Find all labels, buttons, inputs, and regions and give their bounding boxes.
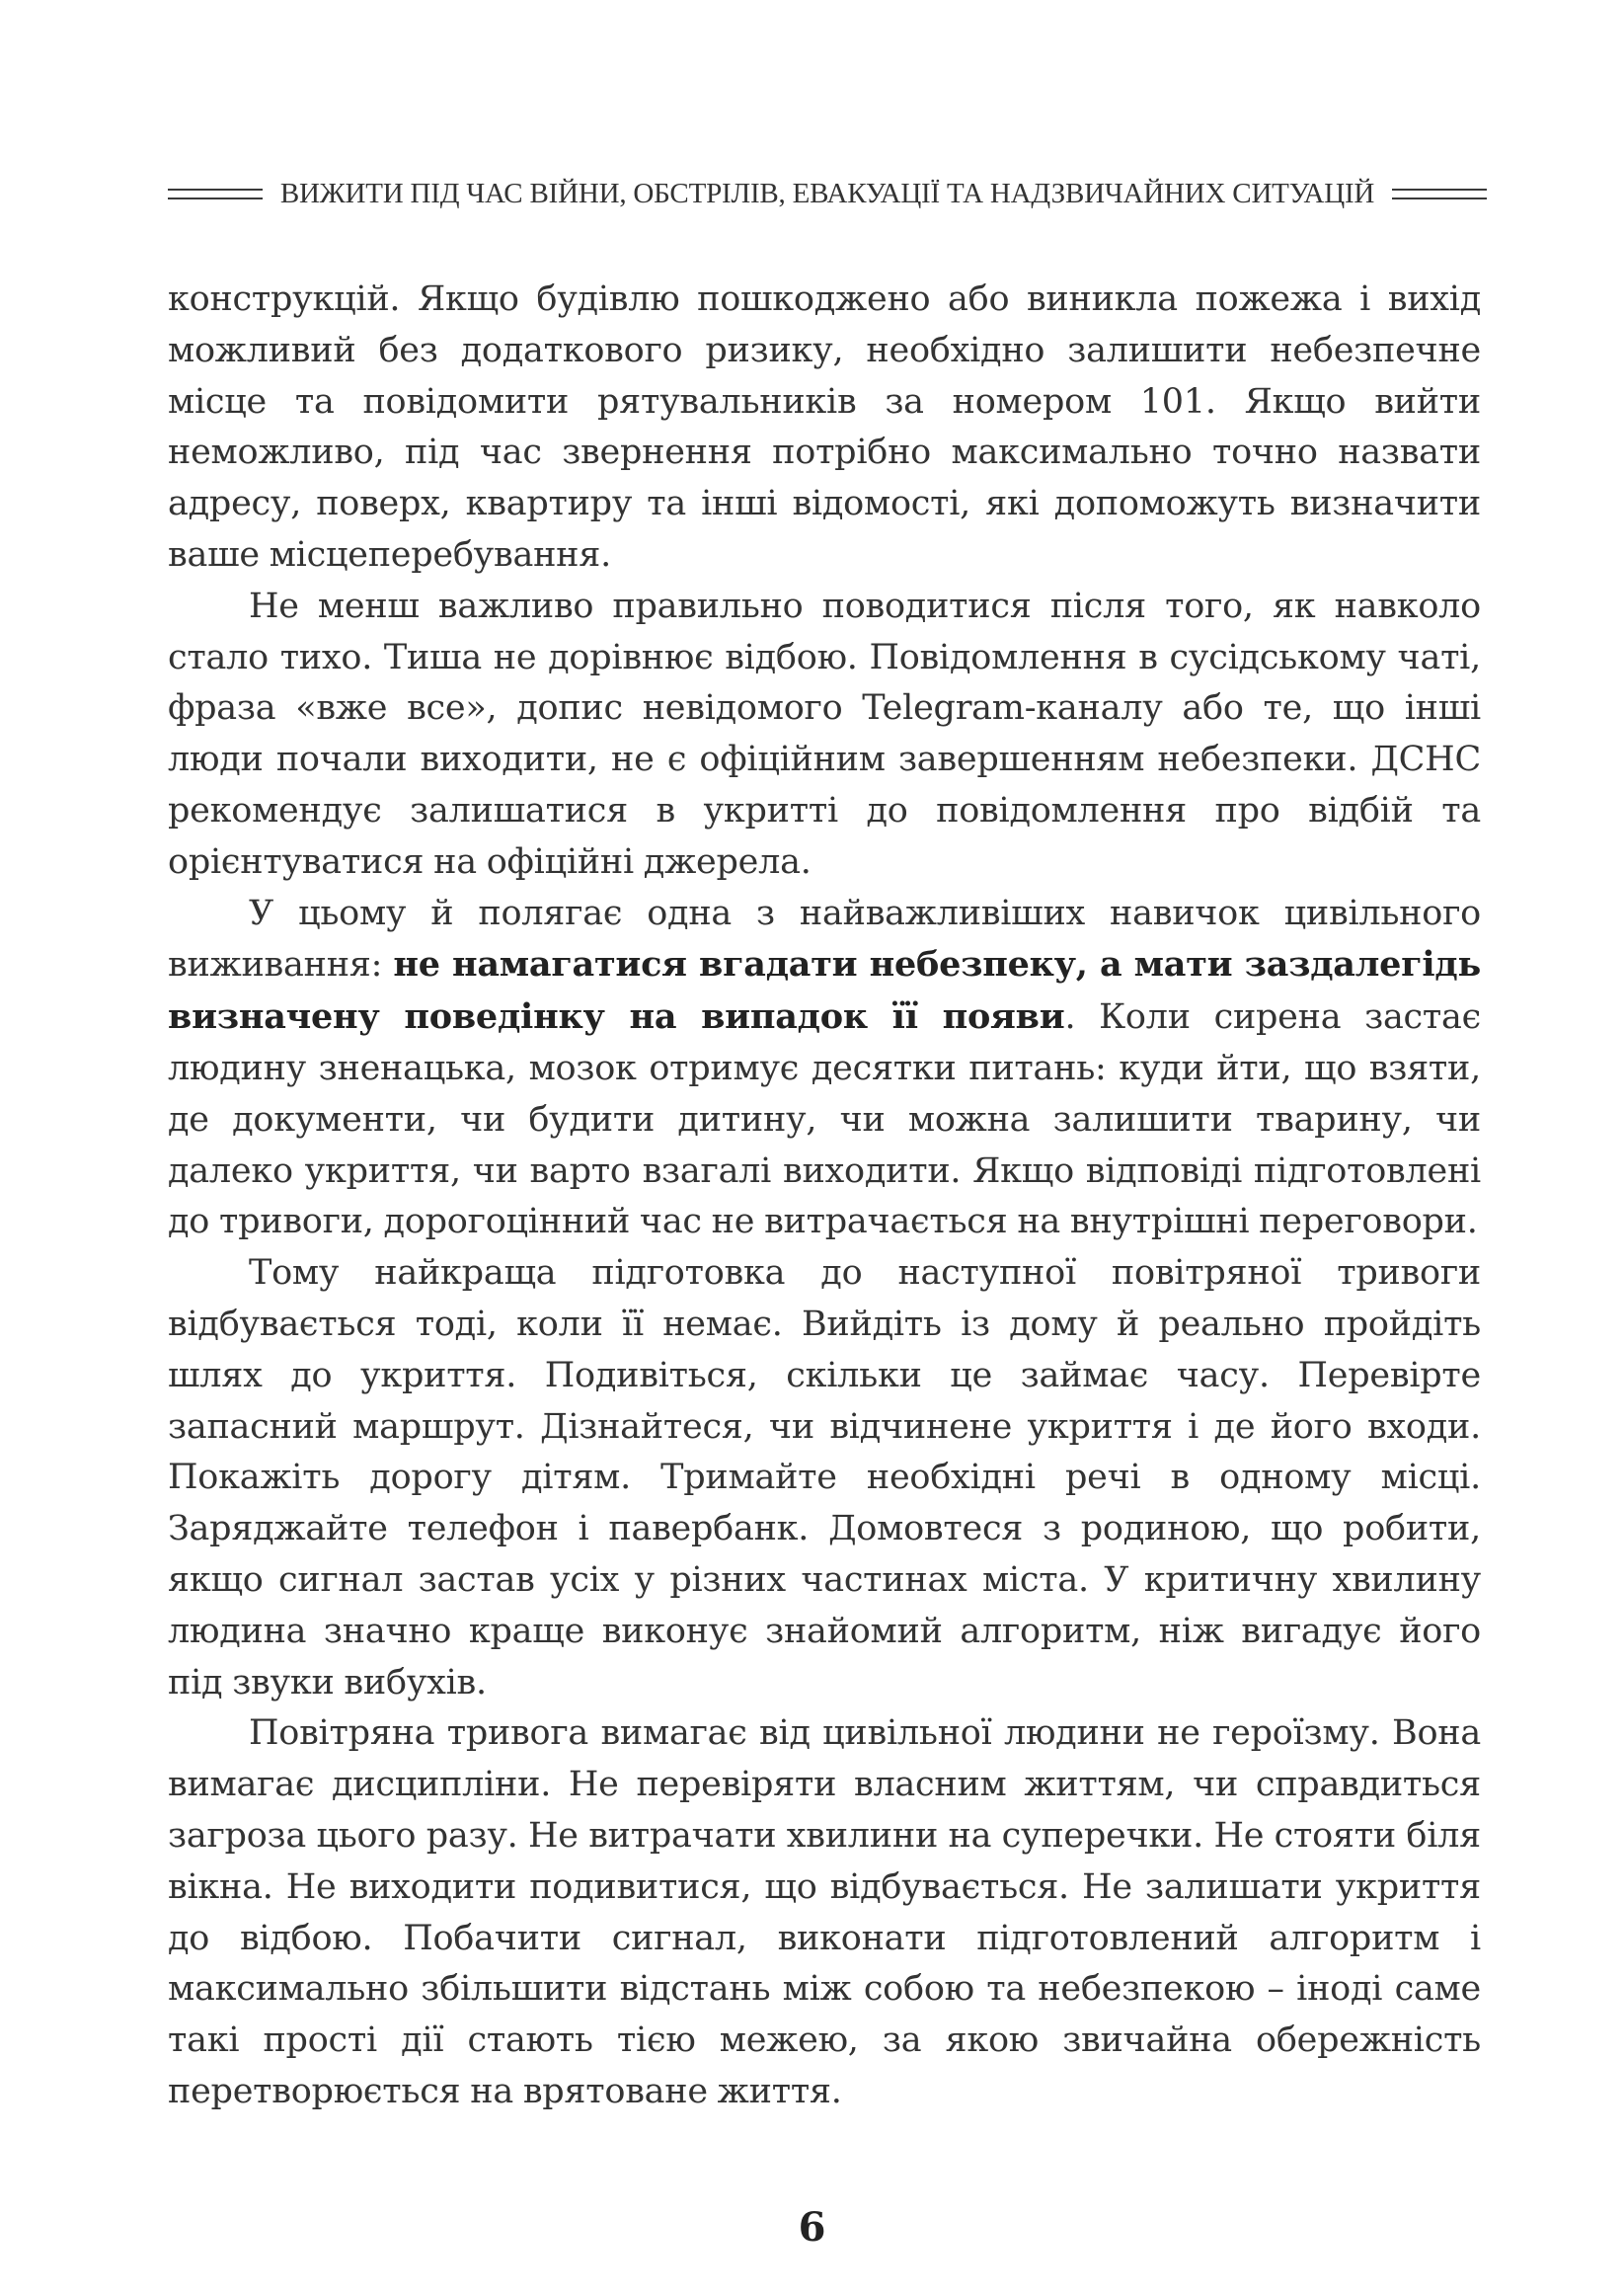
- paragraph-2: Не менш важливо правильно поводитися після того, як навколо стало тихо. Тиша не дорівнює відбою. Повідомлення в сусідському чаті, фраза «вже все», допис невідомого Telegram-каналу або те, що інші люди почали виходити, не є офіційним завершенням небезпеки. ДСНС рекомендує залишатися в укритті до повідомлення про відбій та орієнтуватися на офіційні джерела.: [168, 586, 1481, 882]
- page-number: 6: [798, 2204, 826, 2251]
- paragraph-1: конструкцій. Якщо будівлю пошкоджено або виникла пожежа і вихід можливий без додаткового ризику, необхідно залишити небезпечне місце та повідомити рятувальників за номером 101. Якщо вийти неможливо, під час звернення потрібно максимально точно назвати адресу, поверх, квартиру та інші відомості, які допоможуть визначити ваше місцеперебування.: [168, 279, 1481, 575]
- paragraph-4: Тому найкраща підготовка до наступної повітряної тривоги відбувається тоді, коли її немає. Вийдіть із дому й реально пройдіть шлях до укриття. Подивіться, скільки це займає часу. Перевірте запасний маршрут. Дізнайтеся, чи відчинене укриття і де його входи. Покажіть дорогу дітям. Тримайте необхідні речі в одному місці. Заряджайте телефон і павербанк. Домовтеся з родиною, що робити, якщо сигнал застав усіх у різних частинах міста. У критичну хвилину людина значно краще виконує знайомий алгоритм, ніж вигадує його під звуки вибухів.: [168, 1253, 1481, 1702]
- paragraph-3-rest: . Коли сирена застає людину зненацька, мозок отримує десятки питань: куди йти, що взяти, де документи, чи будити дитину, чи можна залишити тварину, чи далеко укриття, чи варто взагалі виходити. Якщо відповіді підготовлені до тривоги, дорогоцінний час не витрачається на внутрішні переговори.: [168, 997, 1481, 1242]
- header-rule-right: [1392, 189, 1487, 199]
- paragraph-5: Повітряна тривога вимагає від цивільної людини не героїзму. Вона вимагає дисципліни. Не перевіряти власним життям, чи справдиться загроза цього разу. Не витрачати хвилини на суперечки. Не стояти біля вікна. Не виходити подивитися, що відбувається. Не залишати укриття до відбою. Побачити сигнал, виконати підготовлений алгоритм і максимально збільшити відстань між собою та небезпекою – іноді саме такі прості дії стають тією межею, за якою звичайна обережність перетворюється на врятоване життя.: [168, 1713, 1481, 2111]
- paragraph-3-lead: У цьому й полягає одна з найважливіших навичок цивільного виживання:: [168, 893, 1481, 986]
- paragraph-3: [168, 889, 1481, 1249]
- body-text: [168, 275, 1481, 2118]
- paragraph-3-emphasis: не намагатися вгадати небезпеку, а мати заздалегідь визначену поведінку на випадок її появи: [168, 944, 1481, 1038]
- running-header: [168, 174, 1487, 213]
- running-header-title: ВИЖИТИ ПІД ЧАС ВІЙНИ, ОБСТРІЛІВ, ЕВАКУАЦІЇ ТА НАДЗВИЧАЙНИХ СИТУАЦІЙ: [279, 177, 1375, 209]
- header-rule-left: [168, 189, 263, 199]
